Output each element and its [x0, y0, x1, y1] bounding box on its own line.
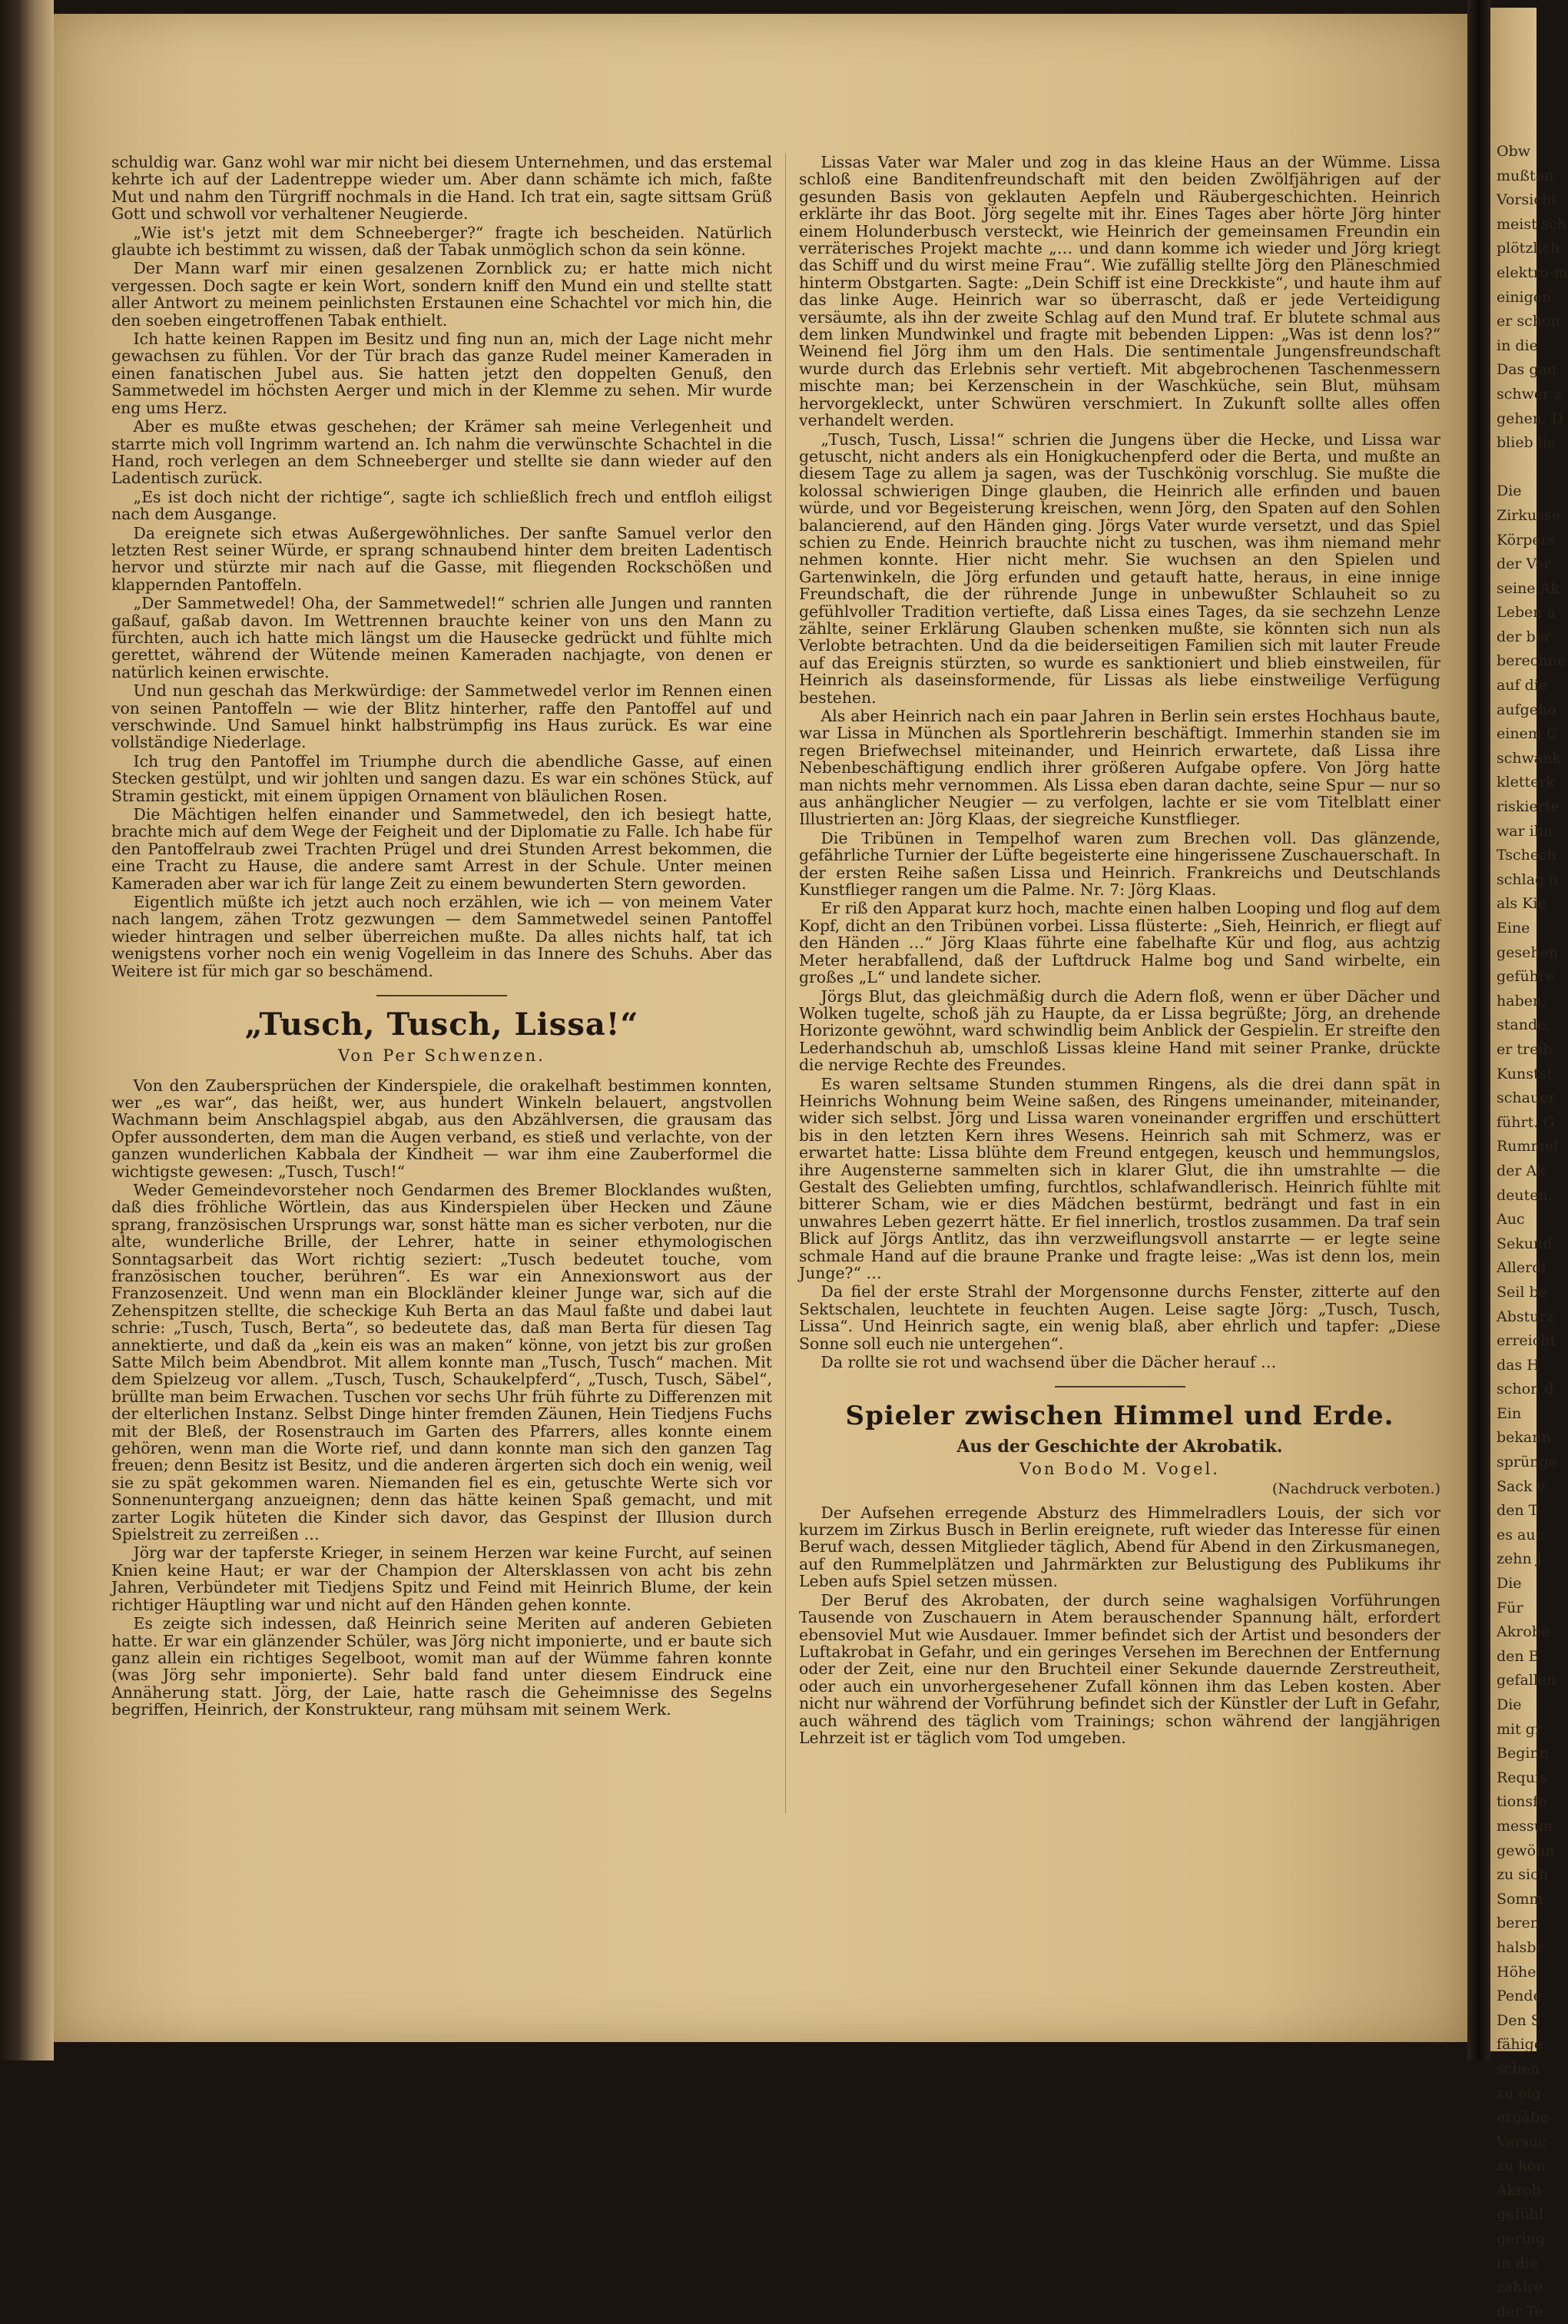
- paragraph: Da fiel der erste Strahl der Morgensonne durchs Fenster, zitterte auf den Sektschalen, leuchtete in feuchten Augen. Leise sagte Jörg: „Tusch, Tusch, Lissa“. Und Heinrich sagte, ein wenig blaß, aber ehrlich und tapfer: „Diese Sonne soll euch nie untergehen“.: [799, 1282, 1440, 1353]
- adjacent-page-line: Versuc: [1497, 2133, 1546, 2150]
- right-column: [799, 154, 1440, 1748]
- adjacent-page-line: Akrob: [1497, 2181, 1541, 2199]
- adjacent-page-line: haben,: [1497, 992, 1547, 1009]
- paragraph: schuldig war. Ganz wohl war mir nicht bei diesem Unternehmen, und das erstemal kehrte ich auf der Ladentreppe wieder um. Aber dann schämte ich mich, faßte Mut und nahm den Türgriff nochmals in die Hand. Ich trat ein, sagte sittsam Grüß Gott und schwoll vor verhaltener Neugierde.: [111, 153, 772, 224]
- paragraph: Er riß den Apparat kurz hoch, machte einen halben Looping und flog auf dem Kopf, dicht an den Tribünen vorbei. Lissa flüsterte: „Sieh, Heinrich, er fliegt auf den Händen …“ Jörg Klaas führte eine fabelhafte Kür und flog, aus achtzig Meter herabfallend, daß der Luftdruck Halme bog und Sand wirbelte, ein großes „L“ und landete sicher.: [799, 899, 1440, 987]
- adjacent-page-line: einigen: [1497, 288, 1552, 306]
- paragraph: Ich hatte keinen Rappen im Besitz und fing nun an, mich der Lage nicht mehr gewachsen zu fühlen. Vor der Tür brach das ganze Rudel meiner Kameraden in einen fanatischen Jubel aus. Sie hatten jetzt den doppelten Genuß, den Sammetwedel im höchsten Aerger und mich in der Klemme zu sehen. Mir wurde eng ums Herz.: [111, 330, 772, 417]
- adjacent-page-line: stande,: [1497, 1016, 1551, 1034]
- adjacent-page-line: zu eig: [1497, 2084, 1541, 2102]
- paragraph: Lissas Vater war Maler und zog in das kleine Haus an der Wümme. Lissa schloß eine Banditenfreundschaft mit den beiden Zwölfjährigen auf der gesunden Basis von geklauten Aepfeln und Räubergeschichten. Heinrich erklärte ihr das Boot. Jörg segelte mit ihr. Eines Tages aber hörte Jörg hinter einem Holunderbusch versteckt, wie Heinrich der gemeinsamen Freundin ein verräterisches Projekt machte „… und dann komme ich wieder und Jörg kriegt das Schiff und du wirst meine Frau“. Wie zufällig stellte Jörg den Pläneschmied hinterm Obstgarten. Sagte: „Dein Schiff ist eine Dreckkiste“, und haute ihm auf das linke Auge. Heinrich war so überrascht, daß er jede Verteidigung versäumte, als ihn der zweite Schlag auf den Mund traf. Er blutete schmal aus dem linken Mundwinkel und fragte mit bebenden Lippen: „Was ist denn los?“ Weinend fiel Jörg ihm um den Hals. Die sentimentale Jungensfreundschaft wurde durch das Erlebnis sehr vertieft. Mit abgebrochenen Taschenmessern mischte man; bei Kerzenschein in der Waschküche, sein Blut, mühsam hervorgekleckt, unter Schwüren verschmiert. In Zukunft sollte alles offen verhandelt werden.: [799, 153, 1440, 430]
- adjacent-page-line: mußten: [1497, 167, 1554, 184]
- paragraph: Jörg war der tapferste Krieger, in seinem Herzen war keine Furcht, auf seinen Knien keine Haut; er war der Champion der Altersklassen von acht bis zehn Jahren, Verbündeter mit Tiedjens Spitz und Feind mit Heinrich Blume, der kein richtiger Häuptling war und nicht auf den Händen gehen konnte.: [111, 1543, 772, 1614]
- story-byline: Von Per Schwenzen.: [338, 1046, 545, 1066]
- adjacent-page-line: messun: [1497, 1817, 1553, 1835]
- adjacent-page-line: den T: [1497, 1502, 1539, 1520]
- page-gutter: [1467, 0, 1490, 2060]
- adjacent-page-line: Den S: [1497, 2011, 1541, 2029]
- paragraph: Es waren seltsame Stunden stummen Ringens, als die drei dann spät in Heinrichs Wohnung beim Weine saßen, des Ringens umeinander, miteinander, wider sich selbst. Jörg und Lissa waren voneinander ergriffen und erschüttert bis in den letzten Kern ihres Wesens. Heinrich sah mit Schmerz, was er erwartet hatte: Lissa blühte dem Freund entgegen, keusch und hemmungslos, ihre Augensterne sammelten sich in klarer Glut, die ihn umstrahlte — die Gestalt des Geliebten umfing, furchtlos, schlafwandlerisch. Heinrich fühlte mit bitterer Scham, wie er dies Mädchen bestürmt, bedrängt und fast in ein unwahres Leben gezerrt hätte. Er fiel innerlich, trostlos zusammen. Da traf sein Blick auf Jörgs Antlitz, das ihn verzweiflungsvoll anstarrte — er legte seine schmale Hand auf die braune Pranke und fragte leise: „Was ist denn los, mein Junge?“ …: [799, 1074, 1440, 1282]
- adjacent-page-line: Somm: [1497, 1890, 1543, 1908]
- story-headline: Spieler zwischen Himmel und Erde.: [845, 1401, 1394, 1432]
- story-byline: Von Bodo M. Vogel.: [1019, 1459, 1220, 1478]
- adjacent-page-line: Allerdi: [1497, 1259, 1546, 1277]
- paragraph: „Es ist doch nicht der richtige“, sagte ich schließlich frech und entfloh eiligst nach dem Ausgange.: [111, 487, 772, 524]
- adjacent-page-line: gehen. D: [1497, 409, 1563, 427]
- paragraph: „Wie ist's jetzt mit dem Schneeberger?“ fragte ich bescheiden. Natürlich glaubte ich bestimmt zu wissen, daß der Tabak unmöglich schon da sein könne.: [111, 223, 772, 260]
- adjacent-page-line: in die: [1497, 336, 1538, 354]
- adjacent-page-line: meist sch: [1497, 215, 1567, 233]
- adjacent-page-line: ergäbe: [1497, 2109, 1549, 2127]
- paragraph: Es zeigte sich indessen, daß Heinrich seine Meriten auf anderen Gebieten hatte. Er war ein glänzender Schüler, was Jörg nicht imponierte, und er baute sich ganz allein ein richtiges Segelboot, womit man auf der Wümme fahren konnte (was Jörg sehr imponierte). Sehr bald fand unter diesem Eindruck eine Annäherung statt. Jörg, der Laie, hatte rasch die Geheimnisse des Segelns begriffen, Heinrich, der Konstrukteur, rang mühsam mit seinem Werk.: [111, 1614, 772, 1719]
- adjacent-page-line: schlag n: [1497, 870, 1559, 888]
- adjacent-page-line: berechne: [1497, 652, 1566, 670]
- adjacent-page-line: einem C: [1497, 725, 1558, 743]
- adjacent-page-line: Zirkusse: [1497, 506, 1560, 524]
- paragraph: Der Beruf des Akrobaten, der durch seine waghalsigen Vorführungen Tausende von Zuschauern in Atem berauschender Spannung hält, erfordert ebensoviel Mut wie Ausdauer. Immer befindet sich der Artist und besonders der Luftakrobat in Gefahr, und ein geringes Versehen im Berechnen der Entfernung oder der Zeit, eine nur den Bruchteil einer Sekunde dauernde Zerstreutheit, oder auch ein unvorhergesehener Zufall können ihm das Leben kosten. Aber nicht nur während der Vorführung befindet sich der Künstler der Luft in Gefahr, auch während des täglich vom Trainings; schon während der langjährigen Lehrzeit ist er täglich vom Tod umgeben.: [799, 1590, 1440, 1747]
- adjacent-page-line: zahlre: [1497, 2279, 1543, 2296]
- adjacent-page-line: Höhe: [1497, 1963, 1537, 1981]
- paragraph: Da rollte sie rot und wachsend über die Dächer herauf …: [820, 1353, 1277, 1372]
- adjacent-page-line: Für: [1497, 1599, 1523, 1616]
- adjacent-page-line: sprünge: [1497, 1454, 1557, 1471]
- adjacent-page-line: Rummel: [1497, 1138, 1558, 1155]
- story-headline: „Tusch, Tusch, Lissa!“: [244, 1006, 639, 1043]
- adjacent-page-line: gefühl: [1497, 2206, 1543, 2223]
- paragraph: Aber es mußte etwas geschehen; der Krämer sah meine Verlegenheit und starrte mich voll Ingrimm wartend an. Ich nahm die verwünschte Schachtel in die Hand, roch verlegen an dem Schneeberger und stellte sie dann wieder auf den Ladentisch zurück.: [111, 417, 772, 488]
- adjacent-page-line: das H: [1497, 1356, 1540, 1374]
- adjacent-page-line: erreicht: [1497, 1332, 1556, 1350]
- adjacent-page-line: Eine: [1497, 920, 1530, 937]
- adjacent-page-line: er schon: [1497, 313, 1560, 330]
- adjacent-page-line: Sekund: [1497, 1235, 1553, 1252]
- adjacent-page-line: bekann: [1497, 1429, 1551, 1447]
- story-subtitle: Aus der Geschichte der Akrobatik.: [956, 1437, 1283, 1457]
- adjacent-page-line: als Kie: [1497, 895, 1546, 913]
- adjacent-page-line: schwer z: [1497, 385, 1563, 403]
- adjacent-page-line: es auc: [1497, 1526, 1544, 1543]
- adjacent-page-line: Die: [1497, 1575, 1522, 1593]
- adjacent-page-line: den B: [1497, 1647, 1540, 1665]
- adjacent-page-line: seine Ak: [1497, 579, 1560, 597]
- adjacent-page-line: kletterk: [1497, 774, 1555, 791]
- adjacent-page-line: er treib: [1497, 1040, 1553, 1058]
- paragraph: Da ereignete sich etwas Außergewöhnliches. Der sanfte Samuel verlor den letzten Rest seiner Würde, er sprang schnaubend hinter dem breiten Ladentisch hervor und stürzte mir nach auf die Gasse, mit fliegenden Rockschößen und klappernden Pantoffeln.: [111, 523, 772, 594]
- adjacent-page-line: Beginn: [1497, 1745, 1549, 1762]
- adjacent-page-line: gesehen: [1497, 943, 1559, 961]
- adjacent-page-line: Ein: [1497, 1404, 1522, 1422]
- adjacent-page-line: der Ak: [1497, 1162, 1546, 1179]
- adjacent-page-line: in die: [1497, 2254, 1538, 2272]
- adjacent-page-edge: [1490, 8, 1568, 2320]
- adjacent-page-line: gefallen: [1497, 1672, 1556, 1689]
- adjacent-page-line: deuten.: [1497, 1186, 1553, 1204]
- adjacent-page-line: gewöhn: [1497, 1842, 1555, 1859]
- adjacent-page-line: Körpers: [1497, 531, 1556, 549]
- adjacent-page-line: der Te: [1497, 2302, 1543, 2320]
- adjacent-page-line: beren: [1497, 1915, 1540, 1932]
- adjacent-page-line: Seil be: [1497, 1283, 1547, 1301]
- adjacent-page-line: fähige: [1497, 2036, 1543, 2054]
- adjacent-page-line: Absturz: [1497, 1308, 1554, 1325]
- adjacent-page-line: blieb lie: [1497, 434, 1556, 452]
- paragraph: Als aber Heinrich nach ein paar Jahren in Berlin sein erstes Hochhaus baute, war Lissa in München als Sportlehrerin beschäftigt. Immerhin standen sie im regen Briefwechsel miteinander, und Heinrich erwartete, daß Lissa ihre Nebenbeschäftigung endlich ihrer größeren Aufgabe opfere. Von Jörg hatte man nichts mehr vernommen. Als Lissa eben daran dachte, seine Spur — nur so aus anhänglicher Neugier — zu verfolgen, lachte er sie vom Titelblatt einer Illustrierten an: Jörg Klaas, der siegreiche Kunstflieger.: [799, 707, 1440, 829]
- adjacent-page-line: schwank: [1497, 749, 1561, 767]
- paragraph: Eigentlich müßte ich jetzt auch noch erzählen, wie ich — von meinem Vater nach langem, zähen Trotz gezwungen — dem Sammetwedel seinen Pantoffel wieder hintragen und selber überreichen mußte. Da alles nichts half, tat ich wenigstens vorher noch ein wenig Vogelleim in das Innere des Schuhs. Aber das Weitere ist für mich gar so beschämend.: [111, 893, 772, 980]
- adjacent-page-line: aufgeho: [1497, 701, 1556, 718]
- adjacent-page-line: tionsfe: [1497, 1793, 1547, 1811]
- paragraph: „Der Sammetwedel! Oha, der Sammetwedel!“ schrien alle Jungen und rannten gaßauf, gaßab davon. Im Wettrennen brauchte keiner von uns den Mann zu fürchten, auch ich hatte mich längst um die Hausecke gedrückt und fühlte mich gerettet, während der Wütende meinen Kameraden nachjagte, von denen er natürlich keinen erwischte.: [111, 594, 772, 681]
- adjacent-page-line: Sack v: [1497, 1477, 1546, 1495]
- adjacent-page-line: der Ver: [1497, 555, 1551, 573]
- adjacent-page-line: [1493, 456, 1537, 480]
- adjacent-page-text: [1490, 8, 1568, 2324]
- adjacent-page-line: gering: [1497, 2230, 1545, 2248]
- adjacent-page-line: Die: [1497, 1696, 1522, 1713]
- adjacent-page-line: Akrobe: [1497, 1623, 1550, 1641]
- paragraph: Jörgs Blut, das gleichmäßig durch die Adern floß, wenn er über Dächer und Wolken tugelte, schoß jäh zu Haupte, da er Lissa begrüßte; Jörg, an drehende Horizonte gewöhnt, ward schwindlig beim Anblick der Gespielin. Er streifte den Lederhandschuh ab, umschloß Lissas kleine Hand mit seiner Pranke, drückte die nervige Rechte des Freundes.: [799, 986, 1440, 1075]
- adjacent-page-line: halsbr: [1497, 1938, 1543, 1956]
- adjacent-page-line: riskierte: [1497, 798, 1560, 816]
- adjacent-page-line: Vorsicht: [1497, 191, 1557, 209]
- adjacent-page-line: der ber: [1497, 628, 1552, 645]
- adjacent-page-line: plötzlich: [1497, 240, 1560, 257]
- adjacent-page-line: Obw: [1497, 143, 1531, 160]
- paragraph: Der Mann warf mir einen gesalzenen Zornblick zu; er hatte mich nicht vergessen. Doch sagte er kein Wort, sondern kniff den Mund ein und stellte statt aller Antwort zu meinem peinlichsten Erstaunen eine Schachtel vor mich hin, die den soeben eingetroffenen Tabak enthielt.: [111, 259, 772, 330]
- adjacent-page-line: führt. G: [1497, 1113, 1555, 1131]
- adjacent-page-line: geführe: [1497, 968, 1555, 986]
- adjacent-page-line: zu kon: [1497, 2157, 1546, 2175]
- adjacent-page-line: schon d: [1497, 1381, 1554, 1398]
- left-column: [111, 154, 772, 1720]
- paragraph: Von den Zaubersprüchen der Kinderspiele, die orakelhaft bestimmen konnten, wer „es war“, das heißt, wer, aus hundert Winkeln belauert, angstvollen Wachmann beim Anschlagspiel abgab, aus den Abzählversen, die grausam das Opfer aussonderten, dem man die Augen verband, es stieß und verlachte, von der ganzen wunderlichen Kabbala der Kindheit — war ihm eine Zauberformel die wichtigste gewesen: „Tusch, Tusch!“: [111, 1076, 772, 1181]
- adjacent-page-line: Pende: [1497, 1988, 1542, 2005]
- paragraph: „Tusch, Tusch, Lissa!“ schrien die Jungens über die Hecke, und Lissa war getuscht, nicht anders als ein Honigkuchenpferd oder die Berta, und mußte an diesem Tage zu allem ja sagen, was der Tuschkönig vorschlug. Sie mußte die kolossal schwierigen Dinge glauben, die Heinrich alle erfinden und bauen würde, und vor Begeisterung kreischen, wenn Jörg, den Spaten auf den Sohlen balancierend, auf den Händen ging. Jörgs Vater wurde versetzt, und das Spiel schien zu Ende. Heinrich brauchte nicht zu tuschen, was ihm niemand mehr nehmen konnte. Hier nicht mehr. Sie wuchsen an den Spielen und Gartenwinkeln, die Jörg erfunden und getauft hatte, heraus, in eine innige Freundschaft, die der rührende Junge in unbewußter Schlauheit so zu gefühlvoller Tradition vertiefte, daß Lissa eines Tages, da sie sechzehn Lenze zählte, seiner Erklärung Glauben schenken mußte, sie könnten sich nun als Verlobte betrachten. Und da die beiderseitigen Familien sich mit lauter Freude auf das Ereignis stürzten, so wurde es sanktioniert und blieb einstweilen, für Heinrich als daseinsformende, für Lissas als liebe einstweilige Verfügung bestehen.: [799, 429, 1440, 707]
- paragraph: Die Mächtigen helfen einander und Sammetwedel, den ich besiegt hatte, brachte mich auf dem Wege der Feigheit und der Diplomatie zu Falle. Ich habe für den Pantoffelraub zwei Trachten Prügel und drei Stunden Arrest bekommen, die eine Tracht zu Hause, die andere samt Arrest in der Schule. Unter meinen Kameraden aber war ich für lange Zeit zu einem bewunderten Stern geworden.: [111, 805, 772, 893]
- paragraph: Die Tribünen in Tempelhof waren zum Brechen voll. Das glänzende, gefährliche Turnier der Lüfte begeisterte eine hingerissene Zuschauerschaft. In der ersten Reihe saßen Lissa und Heinrich. Frankreichs und Deutschlands Kunstflieger rangen um die Palme. Nr. 7: Jörg Klaas.: [799, 828, 1440, 900]
- section-divider: [1055, 1386, 1185, 1387]
- adjacent-page-line: mit gr: [1497, 1720, 1543, 1738]
- adjacent-page-line: zu sich: [1497, 1866, 1548, 1884]
- adjacent-page-line: Kunstst: [1497, 1065, 1553, 1082]
- adjacent-page-line: Tschech: [1497, 847, 1557, 864]
- paragraph: Der Aufsehen erregende Absturz des Himmelradlers Louis, der sich vor kurzem im Zirkus Busch in Berlin ereignete, ruft wieder das Interesse für einen Beruf wach, dessen Mitglieder täglich, Abend für Abend in den Zirkusmanegen, auf den Rummelplätzen und Jahrmärkten zur Belustigung des Publikums ihr Leben aufs Spiel setzen müssen.: [799, 1503, 1440, 1591]
- paragraph: Und nun geschah das Merkwürdige: der Sammetwedel verlor im Rennen einen von seinen Pantoffeln — wie der Blitz hinterher, raffe den Pantoffel auf und verschwinde. Und Samuel hinkt halbstrümpfig ins Haus zurück. Es war eine vollständige Niederlage.: [111, 681, 772, 752]
- paragraph: Ich trug den Pantoffel im Triumphe durch die abendliche Gasse, auf einen Stecken gestülpt, und wir johlten und sangen dazu. Es war ein schönes Stück, auf Stramin gestickt, mit einem üppigen Ornament von bläulichen Rosen.: [111, 751, 772, 805]
- adjacent-page-line: schen: [1497, 2060, 1540, 2077]
- adjacent-page-line: auf die: [1497, 677, 1548, 695]
- column-divider: [785, 154, 786, 1813]
- reprint-notice: (Nachdruck verboten.): [1271, 1480, 1440, 1498]
- adjacent-page-line: Die: [1497, 482, 1522, 500]
- adjacent-page-line: war ihn: [1497, 822, 1553, 840]
- adjacent-page-line: Requis: [1497, 1769, 1547, 1786]
- adjacent-page-line: Auc: [1497, 1211, 1525, 1228]
- adjacent-page-line: schauer: [1497, 1089, 1556, 1107]
- paragraph: Weder Gemeindevorsteher noch Gendarmen des Bremer Blocklandes wußten, daß dies fröhliche Wörtlein, das aus Kinderspielen über Hecken und Zäune sprang, französischen Ursprungs war, sonst hätte man es sicher verboten, nur die alte, wunderliche Brille, der Lehrer, hatte in seiner ethymologischen Sonntagsarbeit das Wort richtig seziert: „Tusch bedeutet touche, vom französischen toucher, berühren“. Es war ein Annexionswort aus der Franzosenzeit. Und wenn man ein Blockländer kleiner Junge war, sich auf die Zehenspitzen stellte, die scheckige Kuh Berta an das Maul faßte und dabei laut schrie: „Tusch, Tusch, Berta“, so bedeutete das, daß man Berta für diesen Tag annektierte, und daß da „kein eis was an maken“ könne, von jetzt bis zur großen Satte Milch beim Abendbrot. Mit allem konnte man „Tusch, Tusch“ machen. Mit dem Spielzeug vor allem. „Tusch, Tusch, Schaukelpferd“, „Tusch, Tusch, Säbel“, brüllte man beim Erwachen. Tuschen vor sechs Uhr früh führte zu Differenzen mit der elterlichen Instanz. Selbst Dinge hinter fremden Zäunen, Hein Tiedjens Fuchs mit der Bleß, der Rosenstrauch im Garten des Pfarrers, alles konnte einem gehören, wenn man die Worte rief, und dann konnte man sich den ganzen Tag freuen; denn Besitz ist Besitz, und die anderen ärgerten sich doch ein wenig, weil sie zu spät gekommen waren. Niemanden fiel es ein, getuschte Werte sich vor Sonnenuntergang anzueignen; denn das hätte keinen Spaß gemacht, und mit zarter Logik hüteten die Kinder sich davor, das Gespinst der Illusion durch Spielstreit zu zerreißen …: [111, 1180, 772, 1544]
- section-divider: [376, 995, 507, 996]
- adjacent-page-line: Das gan: [1497, 361, 1557, 379]
- adjacent-page-line: zehn J: [1497, 1550, 1543, 1568]
- adjacent-page-line: elektro-m: [1497, 264, 1568, 281]
- book-spine: [0, 0, 54, 2060]
- adjacent-page-line: Leben a: [1497, 604, 1556, 622]
